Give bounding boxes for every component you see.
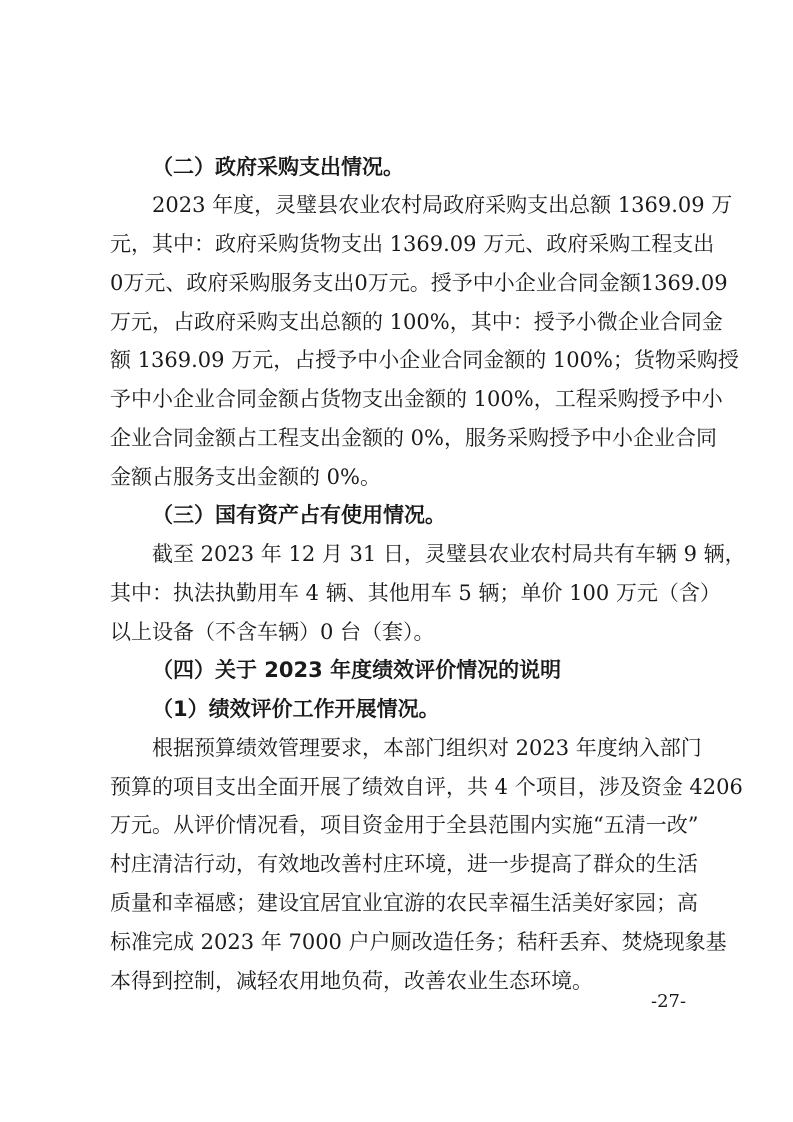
paragraph-line: 万元。从评价情况看，项目资金用于全县范围内实施“五清一改”	[110, 813, 699, 837]
section-heading-procurement: （二）政府采购支出情况。	[152, 155, 404, 179]
paragraph-line: 金额占服务支出金额的 0%。	[110, 465, 381, 489]
paragraph-line: 预算的项目支出全面开展了绩效自评，共 4 个项目，涉及资金 4206	[110, 775, 743, 799]
paragraph-line: 0万元、政府采购服务支出0万元。授予中小企业合同金额1369.09	[110, 271, 728, 295]
paragraph-line: 企业合同金额占工程支出金额的 0%，服务采购授予中小企业合同	[110, 426, 717, 450]
paragraph-line: 根据预算绩效管理要求，本部门组织对 2023 年度纳入部门	[152, 736, 702, 760]
paragraph-line: 万元，占政府采购支出总额的 100%，其中：授予小微企业合同金	[110, 310, 723, 334]
paragraph-line: 额 1369.09 万元，占授予中小企业合同金额的 100%；货物采购授	[110, 348, 739, 372]
paragraph-line: 其中：执法执勤用车 4 辆、其他用车 5 辆；单价 100 万元（含）	[110, 581, 721, 605]
paragraph-line: 质量和幸福感；建设宜居宜业宜游的农民幸福生活美好家园；高	[110, 891, 698, 915]
paragraph-line: 2023 年度，灵璧县农业农村局政府采购支出总额 1369.09 万	[152, 193, 733, 217]
section-heading-performance: （四）关于 2023 年度绩效评价情况的说明	[152, 658, 562, 682]
paragraph-line: 以上设备（不含车辆）0 台（套）。	[110, 620, 435, 644]
paragraph-line: 村庄清洁行动，有效地改善村庄环境，进一步提高了群众的生活	[110, 852, 698, 876]
paragraph-line: 标准完成 2023 年 7000 户户厕改造任务；秸秆丢弃、焚烧现象基	[110, 930, 727, 954]
subsection-heading-evaluation: （1）绩效评价工作开展情况。	[152, 697, 440, 721]
section-heading-assets: （三）国有资产占有使用情况。	[152, 503, 446, 527]
page-number: -27-	[651, 991, 687, 1012]
paragraph-line: 本得到控制，减轻农用地负荷，改善农业生态环境。	[110, 969, 593, 993]
paragraph-line: 截至 2023 年 12 月 31 日，灵璧县农业农村局共有车辆 9 辆，	[152, 542, 746, 566]
paragraph-line: 元，其中：政府采购货物支出 1369.09 万元、政府采购工程支出	[110, 232, 715, 256]
paragraph-line: 予中小企业合同金额占货物支出金额的 100%，工程采购授予中小	[110, 387, 723, 411]
